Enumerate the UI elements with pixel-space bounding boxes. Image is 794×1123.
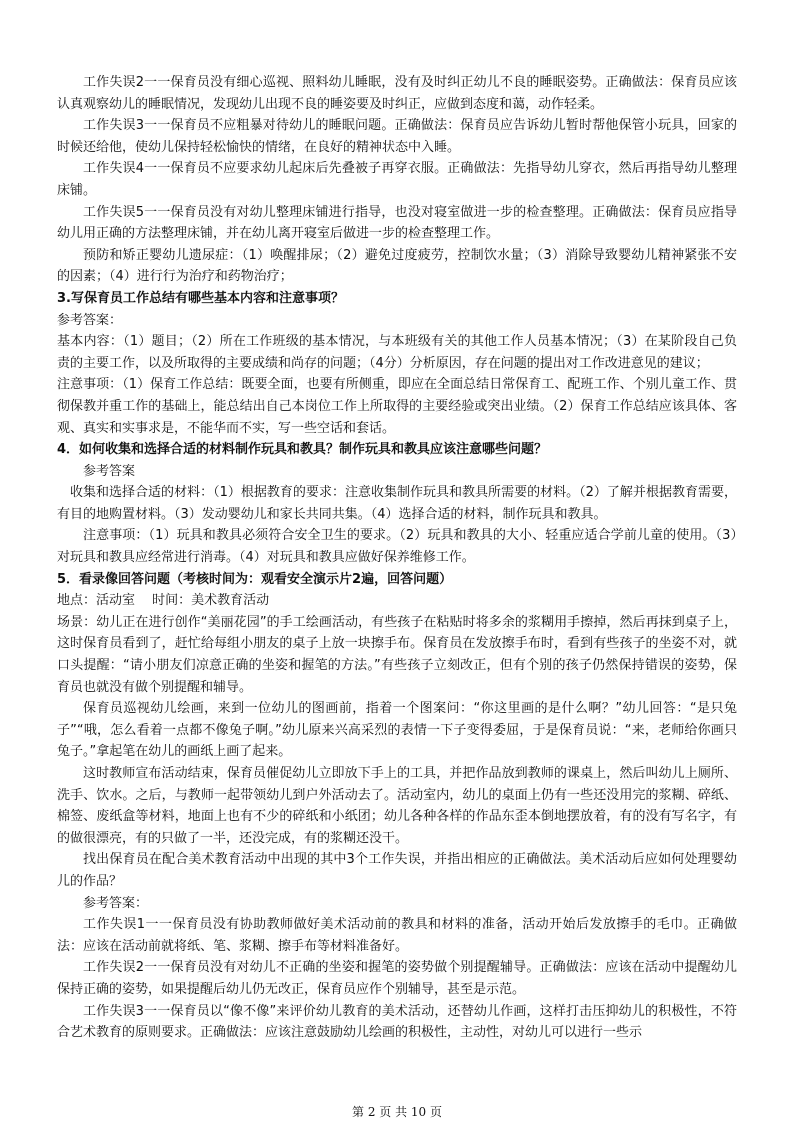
paragraph: 工作失误2一一保育员没有对幼儿不正确的坐姿和握笔的姿势做个别提醒辅导。正确做法：应该在活动中提醒幼儿保持正确的姿势，如果提醒后幼儿仍无改正，保育员应作个别辅导，甚至是示范。 (57, 960, 737, 997)
paragraph: 工作失误2一一保育员没有细心巡视、照料幼儿睡眠，没有及时纠正幼儿不良的睡眠姿势。正确做法：保育员应该认真观察幼儿的睡眠情况，发现幼儿出现不良的睡姿要及时纠正，应做到态度和蔼，动作轻柔。 (57, 75, 737, 112)
paragraph: 注意事项：（1）玩具和教具必须符合安全卫生的要求。（2）玩具和教具的大小、轻重应适合学前儿童的使用。（3）对玩具和教具应经常进行消毒。（4）对玩具和教具应做好保养维修工作。 (57, 528, 737, 566)
paragraph: 基本内容：（1）题目；（2）所在工作班级的基本情况，与本班级有关的其他工作人员基本情况；（3）在某阶段自己负责的主要工作，以及所取得的主要成绩和尚存的问题；（4分）分析原因，存在问题的提出对工作改进意见的建议； (57, 334, 737, 371)
question-heading: 5．看录像回答问题（考核时间为：观看安全演示片2遍，回答问题） (57, 571, 453, 587)
paragraph: 这时教师宣布活动结束，保育员催促幼儿立即放下手上的工具，并把作品放到教师的课桌上，然后叫幼儿上厕所、洗手、饮水。之后，与教师一起带领幼儿到户外活动去了。活动室内，幼儿的桌面上仍有一些还没用完的浆糊、碎纸、棉签、废纸盒等材料，地面上也有不少的碎纸和小纸团；幼儿各种各样的作品东歪本倒地摆放着，有的没有写名字，有的做很漂亮，有的只做了一半，还没完成，有的浆糊还没干。 (57, 766, 737, 846)
paragraph: 工作失误3一一保育员以“像不像”来评价幼儿教育的美术活动，还替幼儿作画，这样打击压抑幼儿的积极性，不符合艺术教育的原则要求。正确做法：应该注意鼓励幼儿绘画的积极性，主动性，对幼儿可以进行一些示 (57, 1003, 737, 1041)
paragraph: 工作失误1一一保育员没有协助教师做好美术活动前的教具和材料的准备，活动开始后发放擦手的毛巾。正确做法：应该在活动前就将纸、笔、浆糊、擦手布等材料准备好。 (57, 917, 737, 954)
paragraph: 场景：幼儿正在进行创作“美丽花园”的手工绘画活动，有些孩子在粘贴时将多余的浆糊用手擦掉，然后再抹到桌子上，这时保育员看到了，赶忙给每组小朋友的桌子上放一块擦手布。保育员在发放擦手布时，看到有些孩子的坐姿不对，就口头提醒：“请小朋友们凉意正确的坐姿和握笔的方法。”有些孩子立刻改正，但有个别的孩子仍然保持错误的姿势，保育员也就没有做个别提醒和辅导。 (57, 614, 737, 695)
paragraph: 参考答案 (83, 463, 136, 479)
paragraph: 参考答案： (83, 895, 149, 911)
paragraph: 注意事项：（1）保育工作总结：既要全面，也要有所侧重，即应在全面总结日常保育工、配班工作、个别儿童工作、贯彻保教并重工作的基础上，能总结出自己本岗位工作上所取得的主要经验或突出业绩。（2）保育工作总结应该具体、客观、真实和实事求是，不能华而不实，写一些空话和套话。 (57, 377, 737, 436)
paragraph: 地点：活动室 时间：美术教育活动 (57, 593, 270, 609)
paragraph: 工作失误4一一保育员不应要求幼儿起床后先叠被子再穿衣服。正确做法：先指导幼儿穿衣，然后再指导幼儿整理床铺。 (57, 161, 737, 198)
page-footer: 第 2 页 共 10 页 (352, 1105, 442, 1119)
question-heading: 3.写保育员工作总结有哪些基本内容和注意事项？ (57, 290, 344, 306)
question-heading: 4．如何收集和选择合适的材料制作玩具和教具？制作玩具和教具应该注意哪些问题？ (57, 442, 548, 458)
paragraph: 参考答案： (57, 312, 123, 328)
paragraph: 保育员巡视幼儿绘画，来到一位幼儿的图画前，指着一个图案问：“你这里画的是什么啊？”幼儿回答：“是只兔子”“哦，怎么看着一点都不像兔子啊。”幼儿原来兴高采烈的表情一下子变得委屈，于是保育员说：“来，老师给你画只兔子。”拿起笔在幼儿的画纸上画了起来。 (57, 701, 737, 760)
paragraph: 收集和选择合适的材料：（1）根据教育的要求：注意收集制作玩具和教具所需要的材料。（2）了解并根据教育需要，有目的地购置材料。（3）发动婴幼儿和家长共同共集。（4）选择合适的材料，制作玩具和教具。 (57, 485, 737, 522)
paragraph: 工作失误3一一保育员不应粗暴对待幼儿的睡眠问题。正确做法：保育员应告诉幼儿暂时帮他保管小玩具，回家的时候还给他，使幼儿保持轻松愉快的情绪，在良好的精神状态中入睡。 (57, 118, 737, 155)
paragraph: 预防和矫正婴幼儿遗尿症：（1）唤醒排尿；（2）避免过度疲劳，控制饮水量；（3）消除导致婴幼儿精神紧张不安的因素；（4）进行行为治疗和药物治疗； (57, 247, 737, 285)
paragraph: 工作失误5一一保育员没有对幼儿整理床铺进行指导，也没对寝室做进一步的检查整理。正确做法：保育员应指导幼儿用正确的方法整理床铺，并在幼儿离开寝室后做进一步的检查整理工作。 (57, 204, 737, 242)
document-body (57, 72, 737, 1044)
paragraph: 找出保育员在配合美术教育活动中出现的其中3个工作失误，并指出相应的正确做法。美术活动后应如何处理婴幼儿的作品？ (57, 852, 737, 889)
